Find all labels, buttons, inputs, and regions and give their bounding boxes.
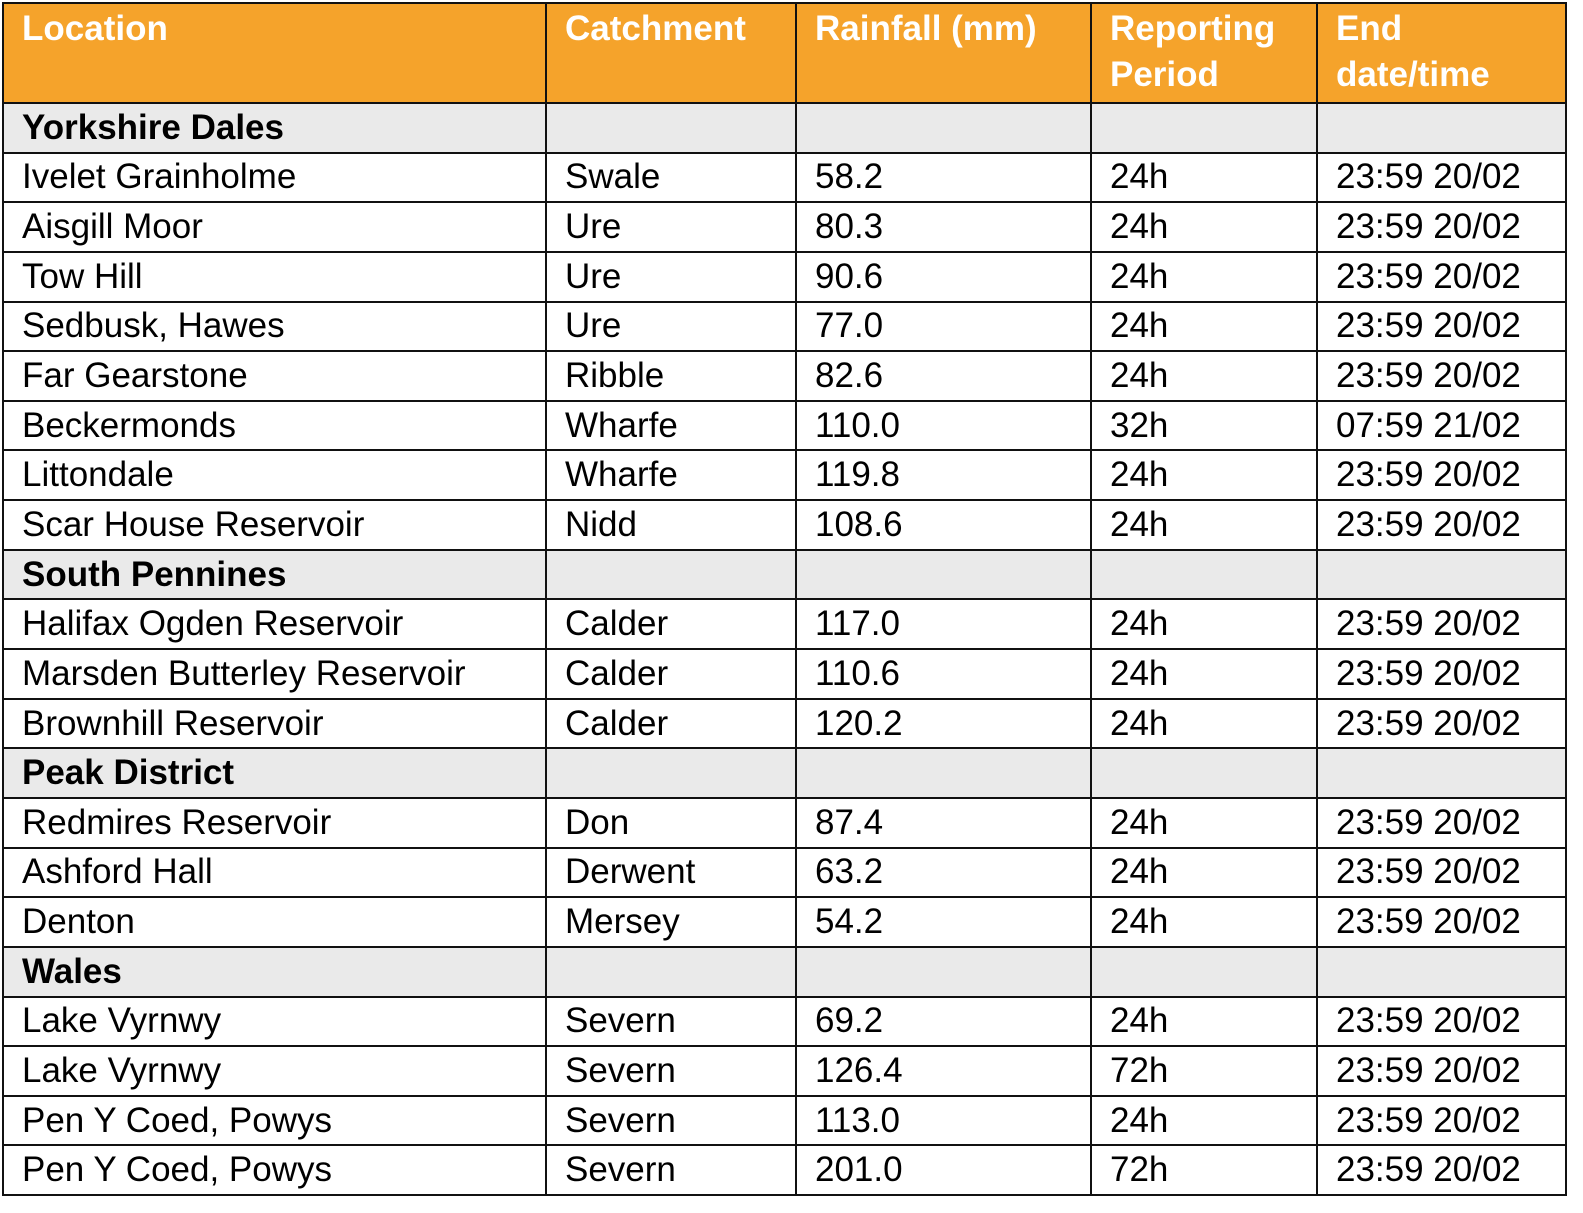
column-header-reporting-period: Reporting Period [1091, 3, 1317, 103]
end-datetime-cell: 23:59 20/02 [1317, 599, 1566, 649]
region-empty-cell [1091, 550, 1317, 600]
period-cell: 24h [1091, 897, 1317, 947]
region-empty-cell [796, 103, 1091, 153]
rainfall-cell: 58.2 [796, 153, 1091, 203]
catchment-cell: Nidd [546, 500, 796, 550]
rainfall-cell: 87.4 [796, 798, 1091, 848]
location-cell: Lake Vyrnwy [3, 1046, 546, 1096]
end-datetime-cell: 23:59 20/02 [1317, 699, 1566, 749]
region-empty-cell [1317, 103, 1566, 153]
column-header-rainfall: Rainfall (mm) [796, 3, 1091, 103]
rainfall-cell: 120.2 [796, 699, 1091, 749]
table-row [3, 153, 1566, 203]
rainfall-cell: 77.0 [796, 302, 1091, 352]
location-cell: Ivelet Grainholme [3, 153, 546, 203]
end-datetime-cell: 23:59 20/02 [1317, 649, 1566, 699]
rainfall-cell: 108.6 [796, 500, 1091, 550]
catchment-cell: Wharfe [546, 450, 796, 500]
region-empty-cell [1091, 947, 1317, 997]
region-group-row [3, 103, 1566, 153]
location-cell: Sedbusk, Hawes [3, 302, 546, 352]
period-cell: 32h [1091, 401, 1317, 451]
location-cell: Beckermonds [3, 401, 546, 451]
region-empty-cell [1091, 748, 1317, 798]
location-cell: Marsden Butterley Reservoir [3, 649, 546, 699]
region-empty-cell [546, 947, 796, 997]
column-header-catchment: Catchment [546, 3, 796, 103]
region-empty-cell [546, 748, 796, 798]
end-datetime-cell: 23:59 20/02 [1317, 897, 1566, 947]
table-row [3, 1145, 1566, 1195]
period-cell: 24h [1091, 500, 1317, 550]
region-empty-cell [1317, 947, 1566, 997]
end-datetime-cell: 23:59 20/02 [1317, 1046, 1566, 1096]
location-cell: Littondale [3, 450, 546, 500]
table-row [3, 1046, 1566, 1096]
location-cell: Scar House Reservoir [3, 500, 546, 550]
catchment-cell: Severn [546, 1096, 796, 1146]
period-cell: 24h [1091, 649, 1317, 699]
period-cell: 24h [1091, 252, 1317, 302]
end-datetime-cell: 23:59 20/02 [1317, 153, 1566, 203]
catchment-cell: Wharfe [546, 401, 796, 451]
catchment-cell: Ribble [546, 351, 796, 401]
region-group-row [3, 947, 1566, 997]
catchment-cell: Calder [546, 699, 796, 749]
catchment-cell: Mersey [546, 897, 796, 947]
table-row [3, 302, 1566, 352]
end-datetime-cell: 23:59 20/02 [1317, 202, 1566, 252]
location-cell: Brownhill Reservoir [3, 699, 546, 749]
period-cell: 24h [1091, 202, 1317, 252]
end-datetime-cell: 23:59 20/02 [1317, 450, 1566, 500]
region-empty-cell [796, 550, 1091, 600]
location-cell: Lake Vyrnwy [3, 997, 546, 1047]
end-datetime-cell: 23:59 20/02 [1317, 500, 1566, 550]
end-datetime-cell: 23:59 20/02 [1317, 252, 1566, 302]
period-cell: 24h [1091, 599, 1317, 649]
table-row [3, 997, 1566, 1047]
location-cell: Pen Y Coed, Powys [3, 1145, 546, 1195]
end-datetime-cell: 23:59 20/02 [1317, 351, 1566, 401]
table-row [3, 202, 1566, 252]
period-cell: 24h [1091, 450, 1317, 500]
period-cell: 24h [1091, 848, 1317, 898]
table-row [3, 599, 1566, 649]
rainfall-cell: 54.2 [796, 897, 1091, 947]
table-row [3, 848, 1566, 898]
rainfall-cell: 110.0 [796, 401, 1091, 451]
period-cell: 24h [1091, 699, 1317, 749]
location-cell: Halifax Ogden Reservoir [3, 599, 546, 649]
location-cell: Denton [3, 897, 546, 947]
period-cell: 24h [1091, 302, 1317, 352]
table-row [3, 351, 1566, 401]
end-datetime-cell: 23:59 20/02 [1317, 1145, 1566, 1195]
catchment-cell: Severn [546, 997, 796, 1047]
region-empty-cell [546, 103, 796, 153]
rainfall-cell: 69.2 [796, 997, 1091, 1047]
region-heading: Peak District [3, 748, 546, 798]
table-row [3, 699, 1566, 749]
location-cell: Aisgill Moor [3, 202, 546, 252]
catchment-cell: Ure [546, 302, 796, 352]
region-empty-cell [1091, 103, 1317, 153]
catchment-cell: Severn [546, 1046, 796, 1096]
location-cell: Pen Y Coed, Powys [3, 1096, 546, 1146]
table-row [3, 500, 1566, 550]
catchment-cell: Don [546, 798, 796, 848]
table-row [3, 450, 1566, 500]
rainfall-cell: 110.6 [796, 649, 1091, 699]
column-header-location: Location [3, 3, 546, 103]
rainfall-cell: 119.8 [796, 450, 1091, 500]
rainfall-cell: 63.2 [796, 848, 1091, 898]
rainfall-cell: 90.6 [796, 252, 1091, 302]
region-group-row [3, 748, 1566, 798]
region-empty-cell [546, 550, 796, 600]
rainfall-cell: 117.0 [796, 599, 1091, 649]
catchment-cell: Ure [546, 252, 796, 302]
period-cell: 24h [1091, 351, 1317, 401]
catchment-cell: Calder [546, 599, 796, 649]
region-heading: South Pennines [3, 550, 546, 600]
table-row [3, 649, 1566, 699]
period-cell: 24h [1091, 798, 1317, 848]
catchment-cell: Calder [546, 649, 796, 699]
table-header [3, 3, 1566, 103]
rainfall-cell: 80.3 [796, 202, 1091, 252]
end-datetime-cell: 07:59 21/02 [1317, 401, 1566, 451]
period-cell: 72h [1091, 1046, 1317, 1096]
period-cell: 72h [1091, 1145, 1317, 1195]
rainfall-table [2, 2, 1567, 1196]
region-empty-cell [1317, 550, 1566, 600]
catchment-cell: Ure [546, 202, 796, 252]
location-cell: Far Gearstone [3, 351, 546, 401]
catchment-cell: Swale [546, 153, 796, 203]
end-datetime-cell: 23:59 20/02 [1317, 1096, 1566, 1146]
period-cell: 24h [1091, 153, 1317, 203]
rainfall-cell: 126.4 [796, 1046, 1091, 1096]
end-datetime-cell: 23:59 20/02 [1317, 997, 1566, 1047]
region-empty-cell [796, 748, 1091, 798]
region-empty-cell [1317, 748, 1566, 798]
region-heading: Yorkshire Dales [3, 103, 546, 153]
table-row [3, 252, 1566, 302]
end-datetime-cell: 23:59 20/02 [1317, 302, 1566, 352]
region-empty-cell [796, 947, 1091, 997]
rainfall-cell: 82.6 [796, 351, 1091, 401]
table-row [3, 1096, 1566, 1146]
rainfall-cell: 201.0 [796, 1145, 1091, 1195]
table-body [3, 103, 1566, 1195]
end-datetime-cell: 23:59 20/02 [1317, 798, 1566, 848]
rainfall-cell: 113.0 [796, 1096, 1091, 1146]
catchment-cell: Severn [546, 1145, 796, 1195]
location-cell: Ashford Hall [3, 848, 546, 898]
catchment-cell: Derwent [546, 848, 796, 898]
table-row [3, 798, 1566, 848]
header-row [3, 3, 1566, 103]
region-group-row [3, 550, 1566, 600]
table-row [3, 897, 1566, 947]
column-header-end-datetime: End date/time [1317, 3, 1566, 103]
period-cell: 24h [1091, 997, 1317, 1047]
table-row [3, 401, 1566, 451]
location-cell: Tow Hill [3, 252, 546, 302]
location-cell: Redmires Reservoir [3, 798, 546, 848]
period-cell: 24h [1091, 1096, 1317, 1146]
end-datetime-cell: 23:59 20/02 [1317, 848, 1566, 898]
region-heading: Wales [3, 947, 546, 997]
